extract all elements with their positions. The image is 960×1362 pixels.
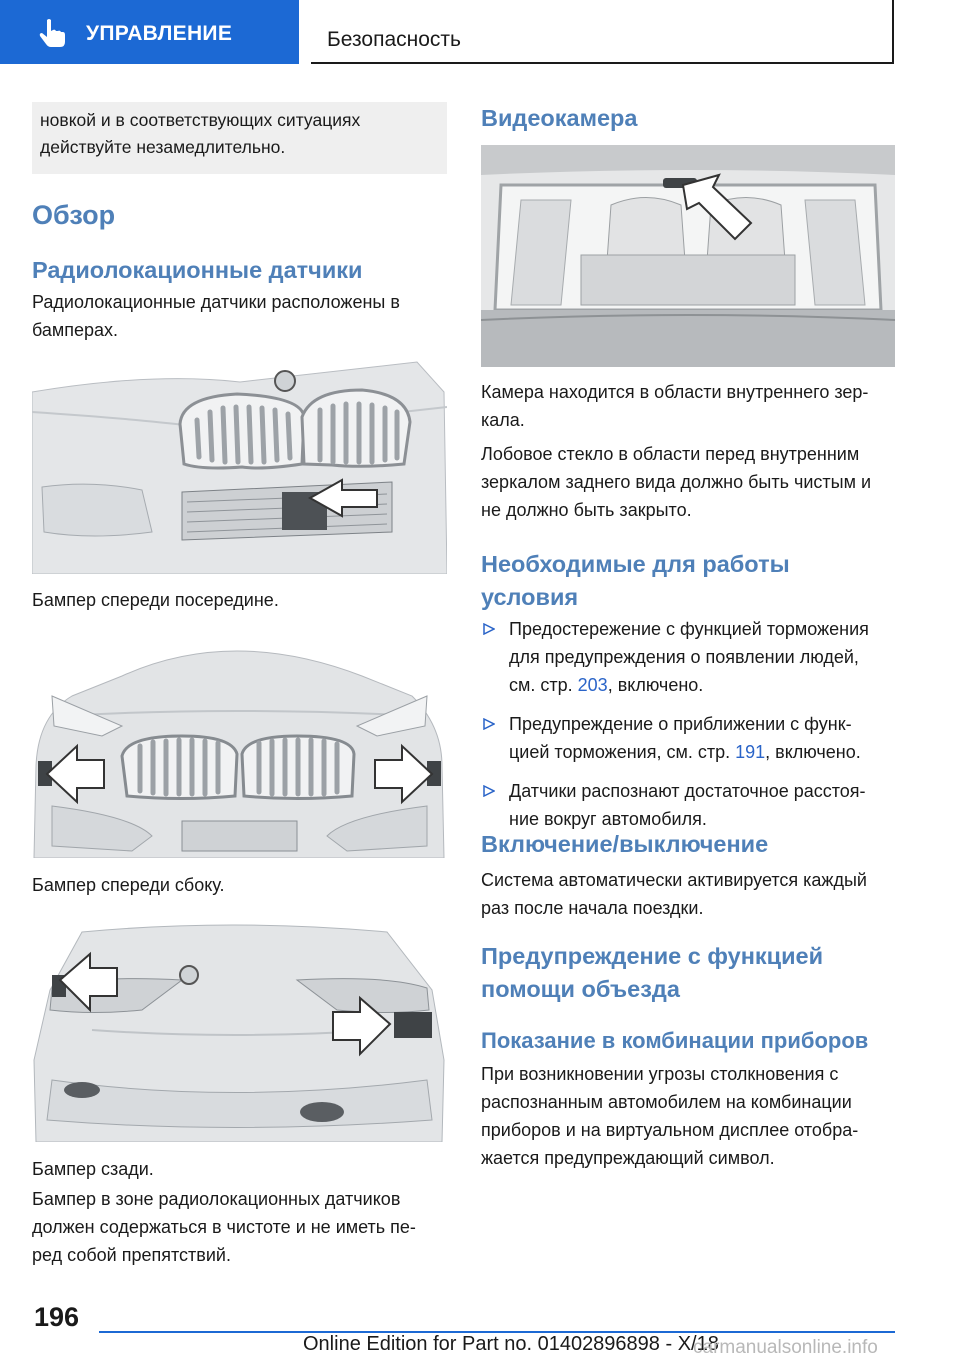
text-line: При возникновении угрозы столкновения с [481, 1064, 839, 1084]
chapter-title: Безопасность [327, 28, 461, 51]
hand-touch-icon [38, 18, 66, 48]
text-line: зеркалом заднего вида должно быть чистым и [481, 472, 872, 492]
text-line: Датчики распознают достаточное расстоя- [509, 781, 866, 801]
heading-radar-sensors: Радиолокационные датчики [32, 257, 363, 283]
text-line: приборов и на виртуальном дисплее отобра- [481, 1120, 859, 1140]
edition-info: Online Edition for Part no. 01402896898 - X/18 [303, 1333, 719, 1355]
note-line: действуйте незамедлительно. [40, 137, 286, 157]
text-line: для предупреждения о появлении людей, [509, 647, 859, 667]
conditions-list [481, 615, 895, 844]
caption-front-side: Бампер спереди сбоку. [32, 875, 225, 895]
text-line: должен содержаться в чистоте и не иметь пе- [32, 1217, 416, 1237]
page-link-191[interactable]: 191 [735, 742, 766, 762]
list-item [481, 710, 895, 766]
heading-instrument-display: Показание в комбинации приборов [481, 1028, 869, 1053]
paragraph-windshield [481, 440, 871, 524]
heading-overview: Обзор [32, 200, 116, 230]
text-line [509, 738, 895, 766]
paragraph-radar [32, 288, 400, 344]
text-line: Радиолокационные датчики расположены в [32, 292, 400, 312]
triangle-bullet-icon [483, 785, 495, 797]
heading-conditions [481, 548, 790, 614]
figure-rear-bumper [32, 920, 447, 1142]
warning-note [32, 102, 447, 174]
heading-line: помощи объезда [481, 976, 680, 1002]
text-line: не должно быть закрыто. [481, 500, 692, 520]
text-fragment: , включено. [607, 675, 704, 695]
triangle-bullet-icon [483, 623, 495, 635]
text-line: ние вокруг автомобиля. [509, 809, 707, 829]
section-title: УПРАВЛЕНИЕ [86, 22, 233, 45]
text-line: Бампер в зоне радиолокационных датчиков [32, 1189, 401, 1209]
figure-front-bumper-side [32, 636, 447, 858]
caption-rear: Бампер сзади. [32, 1159, 154, 1179]
section-tab[interactable] [0, 0, 299, 64]
text-line: Камера находится в области внутреннего зер- [481, 382, 869, 402]
text-fragment: , включено. [765, 742, 861, 762]
page-link-203[interactable]: 203 [577, 675, 608, 695]
heading-line: условия [481, 584, 579, 610]
text-fragment: см. стр. [509, 675, 578, 695]
figure-camera [481, 145, 895, 367]
list-item [481, 615, 895, 699]
text-fragment: цией торможения, см. стр. [509, 742, 736, 762]
triangle-bullet-icon [483, 718, 495, 730]
text-line: раз после начала поездки. [481, 898, 704, 918]
text-line: Предостережение с функцией торможения [509, 619, 869, 639]
heading-camera: Видеокамера [481, 105, 638, 131]
heading-warning-evasion [481, 940, 823, 1006]
paragraph-instrument-display [481, 1060, 858, 1172]
paragraph-camera-location [481, 378, 868, 434]
heading-line: Предупреждение с функцией [481, 943, 824, 969]
page-number: 196 [34, 1302, 80, 1332]
chapter-tab[interactable] [311, 0, 894, 64]
watermark: carmanualsonline.info [693, 1337, 878, 1358]
text-line: Лобовое стекло в области перед внутренним [481, 444, 860, 464]
text-line: Предупреждение о приближении с функ- [509, 714, 852, 734]
text-line: бамперах. [32, 320, 119, 340]
note-line: новкой и в соответствующих ситуациях [40, 110, 361, 130]
heading-line: Необходимые для работы [481, 551, 790, 577]
text-line: распознанным автомобилем на комбинации [481, 1092, 852, 1112]
text-line [509, 671, 895, 699]
text-line: Система автоматически активируется каждый [481, 870, 867, 890]
figure-front-bumper-center [32, 352, 447, 574]
paragraph-rear-bumper [32, 1185, 416, 1269]
text-line: жается предупреждающий символ. [481, 1148, 775, 1168]
heading-on-off: Включение/выключение [481, 831, 769, 857]
caption-front-center: Бампер спереди посередине. [32, 590, 279, 610]
text-line: ред собой препятствий. [32, 1245, 231, 1265]
paragraph-on-off [481, 866, 867, 922]
list-item [481, 777, 895, 833]
text-line: кала. [481, 410, 525, 430]
